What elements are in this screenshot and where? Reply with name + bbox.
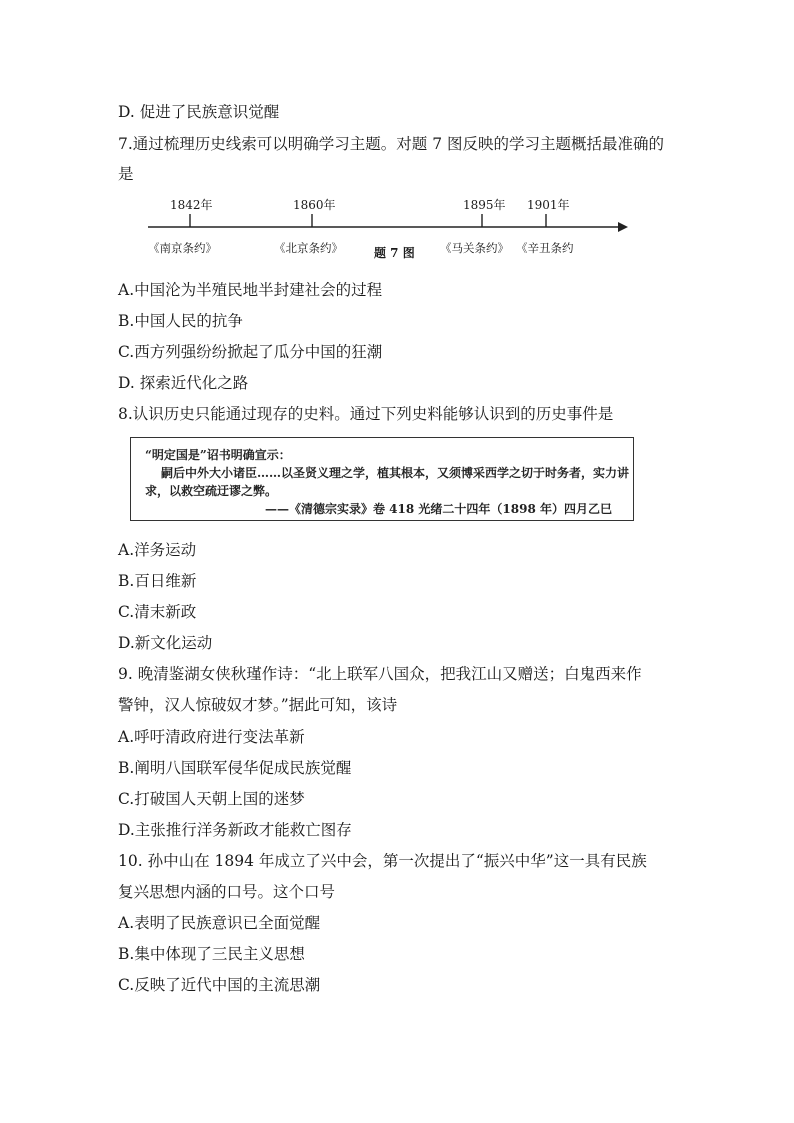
q9-option-b: B.阐明八国联军侵华促成民族觉醒: [118, 759, 352, 777]
q7-option-a: A.中国沦为半殖民地半封建社会的过程: [118, 281, 383, 299]
treaty-nanjing: 《南京条约》: [148, 241, 217, 255]
q9-option-a: A.呼吁清政府进行变法革新: [118, 728, 305, 746]
q10-option-c: C.反映了近代中国的主流思潮: [118, 976, 321, 994]
treaty-maguan: 《马关条约》: [440, 241, 509, 255]
q7-stem-line1: 7.通过梳理历史线索可以明确学习主题。对题 7 图反映的学习主题概括最准确的: [118, 135, 665, 153]
q8-source-box: [130, 437, 634, 521]
q9-stem-line2: 警钟，汉人惊破奴才梦。”据此可知，该诗: [118, 696, 398, 714]
q7-stem-line2: 是: [118, 165, 134, 183]
source-title: “明定国是”诏书明确宣示：: [145, 448, 291, 462]
year-1842: 1842年: [170, 198, 213, 212]
q9-option-d: D.主张推行洋务新政才能救亡图存: [118, 821, 352, 839]
q7-option-c: C.西方列强纷纷掀起了瓜分中国的狂潮: [118, 343, 383, 361]
source-body-line1: 嗣后中外大小诸臣……以圣贤义理之学，植其根本，又须博采西学之切于时务者，实力讲: [161, 466, 630, 480]
q8-option-b: B.百日维新: [118, 572, 197, 590]
year-1901: 1901年: [527, 198, 570, 212]
q8-option-a: A.洋务运动: [118, 541, 197, 559]
q8-option-c: C.清末新政: [118, 603, 197, 621]
figure-label: 题 7 图: [374, 246, 415, 260]
q7-option-b: B.中国人民的抗争: [118, 312, 243, 330]
q9-option-c: C.打破国人天朝上国的迷梦: [118, 790, 305, 808]
q10-option-a: A.表明了民族意识已全面觉醒: [118, 914, 321, 932]
q10-stem-line2: 复兴思想内涵的口号。这个口号: [118, 883, 336, 901]
year-1860: 1860年: [293, 198, 336, 212]
q8-stem: 8.认识历史只能通过现存的史料。通过下列史料能够认识到的历史事件是: [118, 405, 614, 423]
q6-option-d: D. 促进了民族意识觉醒: [118, 103, 280, 121]
treaty-xinchou: 《辛丑条约: [516, 241, 574, 255]
treaty-beijing: 《北京条约》: [274, 241, 343, 255]
source-citation: ——《清德宗实录》卷 418 光绪二十四年（1898 年）四月乙巳: [265, 502, 612, 516]
q7-option-d: D. 探索近代化之路: [118, 374, 249, 392]
q10-option-b: B.集中体现了三民主义思想: [118, 945, 305, 963]
year-1895: 1895年: [463, 198, 506, 212]
q9-stem-line1: 9. 晚清鉴湖女侠秋瑾作诗：“北上联军八国众，把我江山又赠送；白鬼西来作: [118, 665, 642, 683]
source-body-line2: 求，以救空疏迂谬之弊。: [145, 484, 278, 498]
q8-option-d: D.新文化运动: [118, 634, 213, 652]
q10-stem-line1: 10. 孙中山在 1894 年成立了兴中会，第一次提出了“振兴中华”这一具有民族: [118, 852, 647, 870]
q7-timeline-figure: [118, 192, 638, 266]
